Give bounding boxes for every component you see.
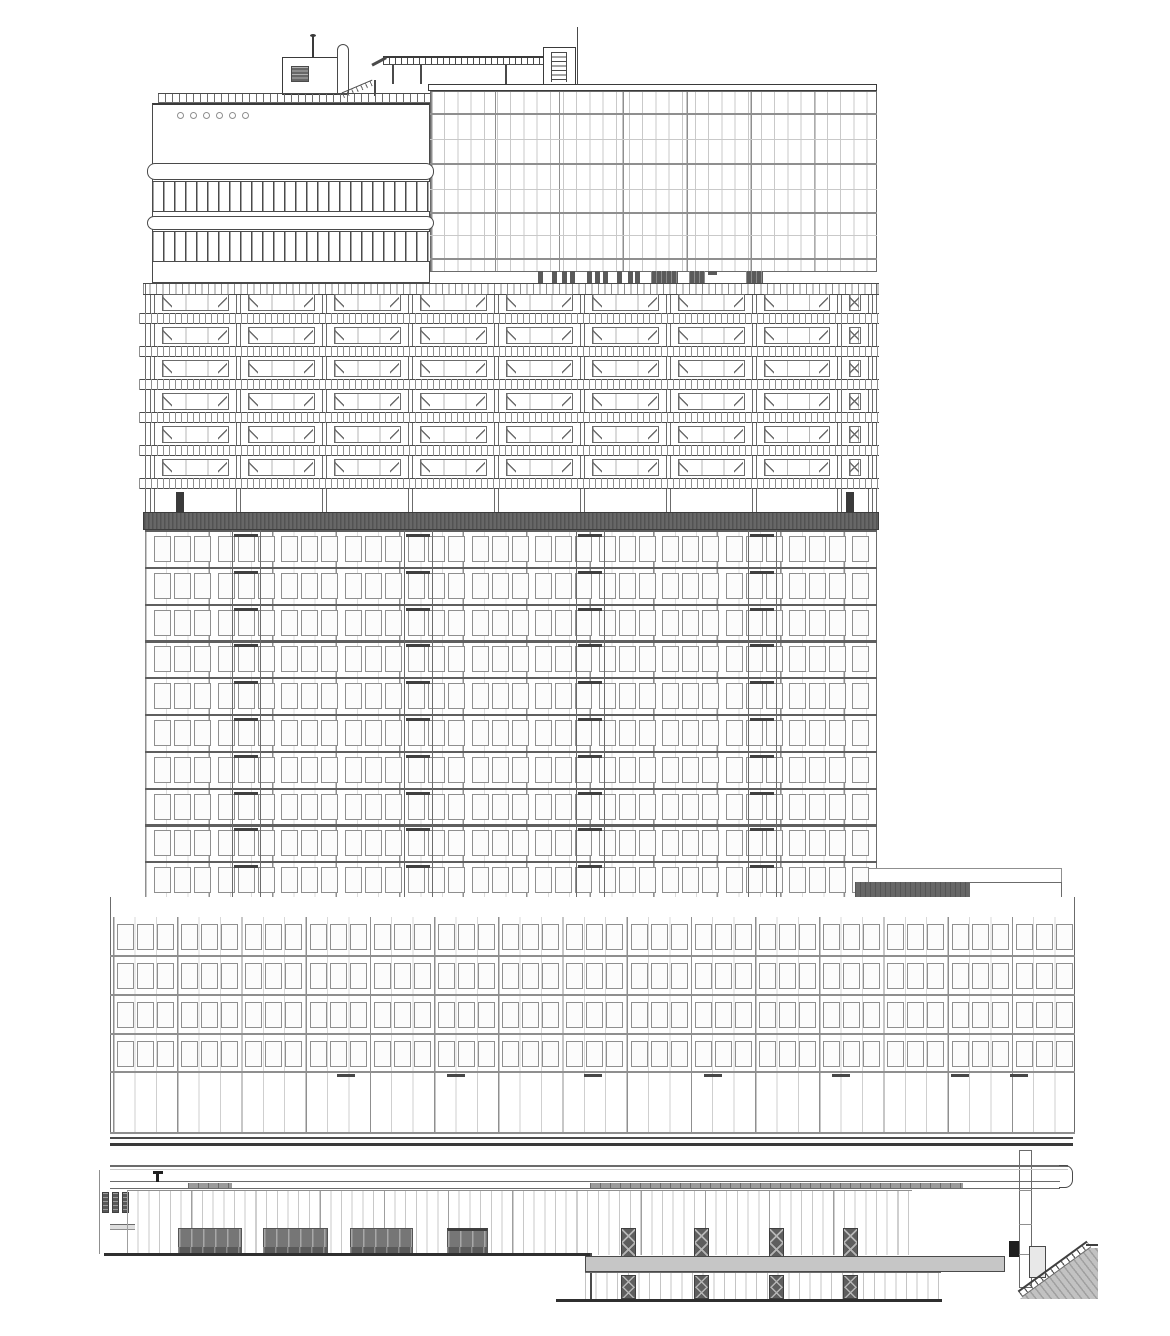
- ground-line-left: [104, 1253, 592, 1256]
- dark-equipment-box: [1009, 1241, 1019, 1257]
- fascia-line: [110, 1137, 1073, 1139]
- ground-edge-line: [99, 1170, 100, 1254]
- fascia-end-cap: [1059, 1165, 1073, 1188]
- lower-pillar-upper: [769, 1228, 784, 1257]
- pier-joint: [1019, 1190, 1032, 1191]
- fascia-line: [110, 1169, 1068, 1170]
- ground-louver-bar: [102, 1192, 109, 1213]
- ground-line-right: [556, 1299, 942, 1302]
- fascia-line: [110, 1132, 1075, 1134]
- lower-pillar-upper: [694, 1228, 709, 1257]
- ramp-top-rail: [1086, 1244, 1098, 1246]
- lower-pillar-lower: [694, 1275, 709, 1299]
- pedestrian-deck: [585, 1256, 1005, 1272]
- lower-pillar-lower: [621, 1275, 636, 1299]
- lower-pillar-lower: [769, 1275, 784, 1299]
- lower-pillar-upper: [843, 1228, 858, 1257]
- lower-level-wall: [585, 1272, 941, 1300]
- fascia-symbol-stem: [156, 1171, 159, 1182]
- fascia-gray-strip: [590, 1183, 963, 1188]
- ground-louver-bar: [112, 1192, 119, 1213]
- lower-pillar-lower: [843, 1275, 858, 1299]
- fascia-line: [110, 1143, 1073, 1146]
- lower-pillar-upper: [621, 1228, 636, 1257]
- ground-curtain-wall: [127, 1190, 912, 1255]
- pier-joint: [1019, 1224, 1032, 1225]
- fascia-gray-strip: [188, 1183, 232, 1188]
- fascia-line: [110, 1165, 1068, 1167]
